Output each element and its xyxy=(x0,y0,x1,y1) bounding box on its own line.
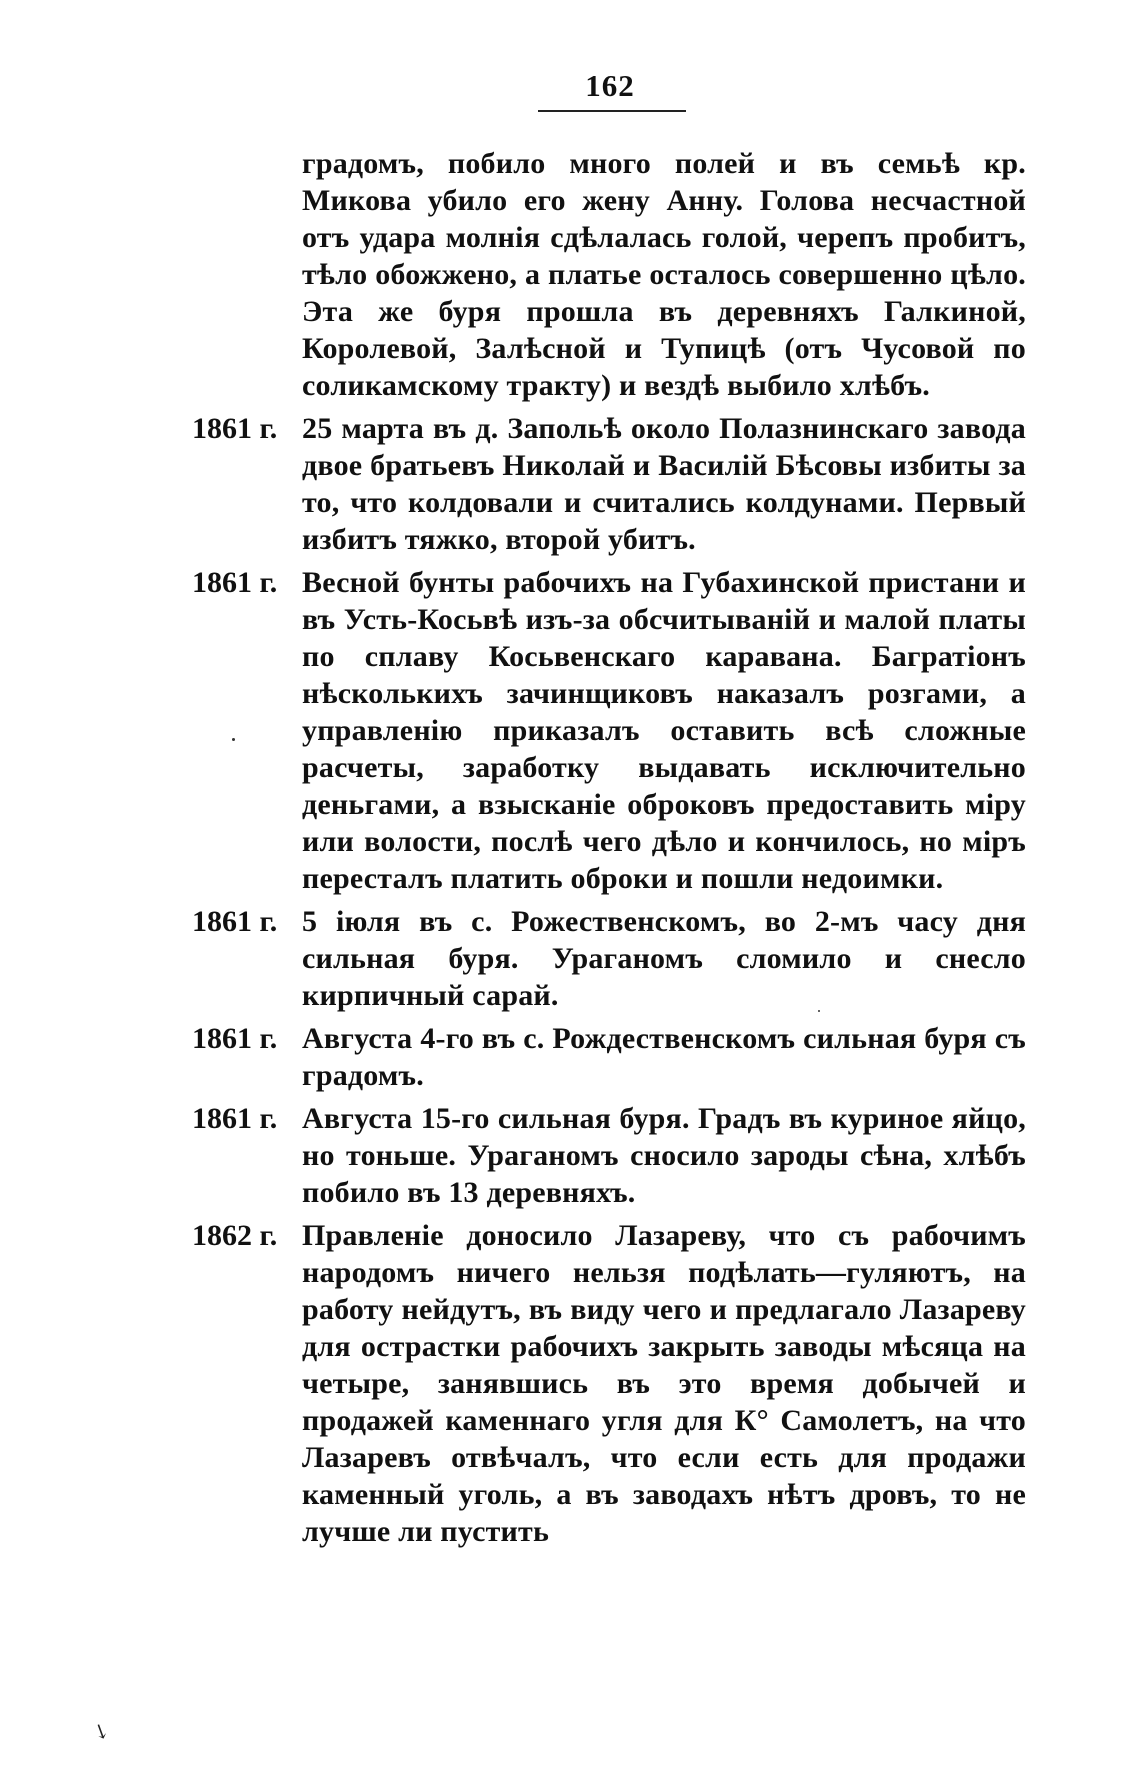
chronicle-entry xyxy=(0,145,1140,404)
scan-speck xyxy=(818,1010,820,1012)
scan-speck xyxy=(232,738,235,741)
entry-year: 1861 г. xyxy=(192,1022,278,1055)
chronicle-entries xyxy=(0,145,1140,1556)
entry-year: 1861 г. xyxy=(192,905,278,938)
entry-text: Правленіе доносило Лазареву, что съ рабочимъ народомъ ничего нельзя подѣлать—гуляютъ, на работу нейдутъ, въ виду чего и предлагало Лазареву для острастки рабочихъ закрыть заводы мѣсяца на четыре, занявшись въ это время добычей и продажей каменнаго угля для К° Самолетъ, на что Лазаревъ отвѣчалъ, что если есть для продажи каменный уголь, а въ заводахъ нѣтъ дровъ, то не лучше ли пустить xyxy=(302,1219,1026,1548)
entry-text: градомъ, побило много полей и въ семьѣ кр. Микова убило его жену Анну. Голова несчастной отъ удара молнія сдѣлалась голой, черепъ пробитъ, тѣло обожжено, а платье осталось совершенно цѣло. Эта же буря прошла въ деревняхъ Галкиной, Королевой, Залѣсной и Тупицѣ (отъ Чусовой по соликамскому тракту) и вездѣ выбило хлѣбъ. xyxy=(302,147,1026,402)
chronicle-entry xyxy=(0,1217,1140,1550)
chronicle-entry xyxy=(0,903,1140,1014)
entry-year: 1861 г. xyxy=(192,566,278,599)
page-number: 162 xyxy=(585,68,635,103)
entry-year: 1862 г. xyxy=(192,1219,278,1252)
entry-text: 25 марта въ д. Запольѣ около Полазнинскаго завода двое братьевъ Николай и Василій Бѣсовы избиты за то, что колдовали и считались колдунами. Первый избитъ тяжко, второй убитъ. xyxy=(302,412,1026,556)
chronicle-entry xyxy=(0,410,1140,558)
entry-text: Весной бунты рабочихъ на Губахинской пристани и въ Усть-Косьвѣ изъ-за обсчитываній и малой платы по сплаву Косьвенскаго каравана. Багратіонъ нѣсколькихъ зачинщиковъ наказалъ розгами, а управленію приказалъ оставить всѣ сложные расчеты, заработку выдавать исключительно деньгами, а взысканіе оброковъ предоставить міру или волости, послѣ чего дѣло и кончилось, но міръ пересталъ платить оброки и пошли недоимки. xyxy=(302,566,1026,895)
entry-text: Августа 4-го въ с. Рождественскомъ сильная буря съ градомъ. xyxy=(302,1022,1026,1092)
chronicle-entry xyxy=(0,1100,1140,1211)
entry-year: 1861 г. xyxy=(192,412,278,445)
entry-year: 1861 г. xyxy=(192,1102,278,1135)
entry-text: Августа 15-го сильная буря. Градъ въ куриное яйцо, но тоньше. Ураганомъ сносило зароды сѣна, хлѣбъ побило въ 13 деревняхъ. xyxy=(302,1102,1026,1209)
chronicle-entry xyxy=(0,564,1140,897)
chronicle-entry xyxy=(0,1020,1140,1094)
scan-corner-mark: ↘ xyxy=(88,1718,113,1746)
entry-text: 5 іюля въ с. Рожественскомъ, во 2-мъ часу дня сильная буря. Ураганомъ сломило и снесло кирпичный сарай. xyxy=(302,905,1026,1012)
page-number-rule xyxy=(538,110,686,112)
